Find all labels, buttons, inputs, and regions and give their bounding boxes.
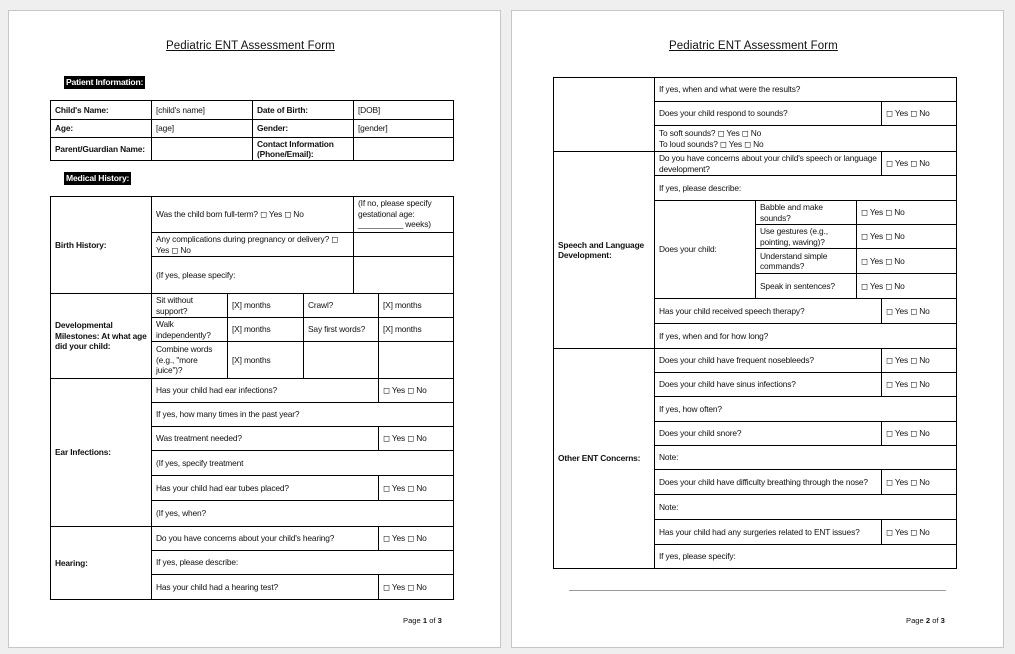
speech-sub-question: Babble and make sounds? — [755, 200, 857, 225]
complications-question[interactable]: Any complications during pregnancy or delivery? ◻ Yes ◻ No — [151, 232, 354, 257]
hearing-concerns-question: Do you have concerns about your child's hearing? — [151, 526, 379, 551]
hearing-label: Hearing: — [50, 526, 152, 600]
ear-infections-label: Ear Infections: — [50, 378, 152, 527]
hearing-continued-label — [553, 77, 655, 152]
guardian-name-label: Parent/Guardian Name: — [50, 137, 152, 161]
speech-sub-yes-no[interactable]: ◻ Yes ◻ No — [856, 200, 957, 225]
page-number: Page 2 of 3 — [906, 616, 945, 625]
respond-sounds-yes-no[interactable]: ◻ Yes ◻ No — [881, 101, 957, 126]
dob-label: Date of Birth: — [252, 100, 354, 120]
milestone-question: Crawl? — [303, 293, 379, 318]
speech-sub-yes-no[interactable]: ◻ Yes ◻ No — [856, 224, 957, 249]
ear-infections-count-field[interactable]: If yes, how many times in the past year? — [151, 402, 454, 427]
speech-language-label: Speech and Language Development: — [553, 151, 655, 349]
hearing-test-question: Has your child had a hearing test? — [151, 574, 379, 600]
contact-info-field[interactable] — [353, 137, 454, 161]
child-name-field[interactable]: [child's name] — [151, 100, 253, 120]
patient-information-heading: Patient Information: — [66, 77, 144, 87]
ear-tubes-yes-no[interactable]: ◻ Yes ◻ No — [378, 475, 454, 501]
nosebleeds-yes-no[interactable]: ◻ Yes ◻ No — [881, 348, 957, 373]
sinus-question: Does your child have sinus infections? — [654, 372, 882, 397]
complications-specify-blank[interactable] — [353, 256, 454, 294]
treatment-yes-no[interactable]: ◻ Yes ◻ No — [378, 426, 454, 451]
treatment-specify-field[interactable]: (If yes, specify treatment — [151, 450, 454, 476]
guardian-name-field[interactable] — [151, 137, 253, 161]
hearing-describe-field[interactable]: If yes, please describe: — [151, 550, 454, 575]
gender-field[interactable]: [gender] — [353, 119, 454, 138]
page-title: Pediatric ENT Assessment Form — [669, 40, 838, 52]
breathing-yes-no[interactable]: ◻ Yes ◻ No — [881, 469, 957, 495]
child-name-label: Child's Name: — [50, 100, 152, 120]
surgeries-question: Has your child had any surgeries related to ENT issues? — [654, 519, 882, 545]
speech-concerns-question: Do you have concerns about your child's speech or language development? — [654, 151, 882, 176]
breathing-question: Does your child have difficulty breathing through the nose? — [654, 469, 882, 495]
hearing-concerns-yes-no[interactable]: ◻ Yes ◻ No — [378, 526, 454, 551]
hearing-results-field[interactable]: If yes, when and what were the results? — [654, 77, 957, 102]
snore-yes-no[interactable]: ◻ Yes ◻ No — [881, 421, 957, 446]
speech-describe-field[interactable]: If yes, please describe: — [654, 175, 957, 201]
respond-sounds-question: Does your child respond to sounds? — [654, 101, 882, 126]
other-ent-label: Other ENT Concerns: — [553, 348, 655, 569]
milestones-label: Developmental Milestones: At what age did your child: — [50, 293, 152, 379]
snore-note-field[interactable]: Note: — [654, 445, 957, 470]
sinus-frequency-field[interactable]: If yes, how often? — [654, 396, 957, 422]
milestone-answer[interactable]: [X] months — [378, 317, 454, 342]
hearing-test-yes-no[interactable]: ◻ Yes ◻ No — [378, 574, 454, 600]
speech-therapy-yes-no[interactable]: ◻ Yes ◻ No — [881, 298, 957, 324]
page-title: Pediatric ENT Assessment Form — [166, 40, 335, 52]
birth-history-label: Birth History: — [50, 196, 152, 294]
milestone-question: Walk independently? — [151, 317, 228, 342]
surgeries-yes-no[interactable]: ◻ Yes ◻ No — [881, 519, 957, 545]
sinus-yes-no[interactable]: ◻ Yes ◻ No — [881, 372, 957, 397]
age-label: Age: — [50, 119, 152, 138]
dob-field[interactable]: [DOB] — [353, 100, 454, 120]
speech-sub-question: Speak in sentences? — [755, 273, 857, 299]
complications-specify-field[interactable]: (If yes, please specify: — [151, 256, 354, 294]
speech-sub-yes-no[interactable]: ◻ Yes ◻ No — [856, 273, 957, 299]
speech-therapy-duration-field[interactable]: If yes, when and for how long? — [654, 323, 957, 349]
milestone-answer[interactable]: [X] months — [227, 317, 304, 342]
gestational-age-field[interactable]: (If no, please specify gestational age: __________ weeks) — [353, 196, 454, 233]
speech-sub-question: Use gestures (e.g., pointing, waving)? — [755, 224, 857, 249]
speech-concerns-yes-no[interactable]: ◻ Yes ◻ No — [881, 151, 957, 176]
full-term-question[interactable]: Was the child born full-term? ◻ Yes ◻ No — [151, 196, 354, 233]
nosebleeds-question: Does your child have frequent nosebleeds? — [654, 348, 882, 373]
footer-divider — [569, 590, 946, 591]
treatment-question: Was treatment needed? — [151, 426, 379, 451]
ear-tubes-question: Has your child had ear tubes placed? — [151, 475, 379, 501]
surgeries-specify-field[interactable]: If yes, please specify: — [654, 544, 957, 569]
soft-loud-sounds-checkboxes[interactable]: To soft sounds? ◻ Yes ◻ No To loud sounds? ◻ Yes ◻ No — [654, 125, 957, 152]
snore-question: Does your child snore? — [654, 421, 882, 446]
speech-therapy-question: Has your child received speech therapy? — [654, 298, 882, 324]
breathing-note-field[interactable]: Note: — [654, 494, 957, 520]
contact-info-label: Contact Information (Phone/Email): — [252, 137, 354, 161]
age-field[interactable]: [age] — [151, 119, 253, 138]
milestone-blank — [303, 341, 379, 379]
milestone-answer[interactable]: [X] months — [378, 293, 454, 318]
medical-history-heading: Medical History: — [66, 173, 130, 183]
milestone-answer[interactable]: [X] months — [227, 341, 304, 379]
milestone-answer[interactable]: [X] months — [227, 293, 304, 318]
milestone-question: Combine words (e.g., "more juice")? — [151, 341, 228, 379]
ear-infections-yes-no[interactable]: ◻ Yes ◻ No — [378, 378, 454, 403]
ear-tubes-when-field[interactable]: (If yes, when? — [151, 500, 454, 527]
speech-sub-question: Understand simple commands? — [755, 248, 857, 274]
gender-label: Gender: — [252, 119, 354, 138]
milestone-question: Sit without support? — [151, 293, 228, 318]
does-your-child-label: Does your child: — [654, 200, 756, 299]
milestone-blank[interactable] — [378, 341, 454, 379]
page-number: Page 1 of 3 — [403, 616, 442, 625]
speech-sub-yes-no[interactable]: ◻ Yes ◻ No — [856, 248, 957, 274]
milestone-question: Say first words? — [303, 317, 379, 342]
ear-infections-question: Has your child had ear infections? — [151, 378, 379, 403]
complications-blank[interactable] — [353, 232, 454, 257]
